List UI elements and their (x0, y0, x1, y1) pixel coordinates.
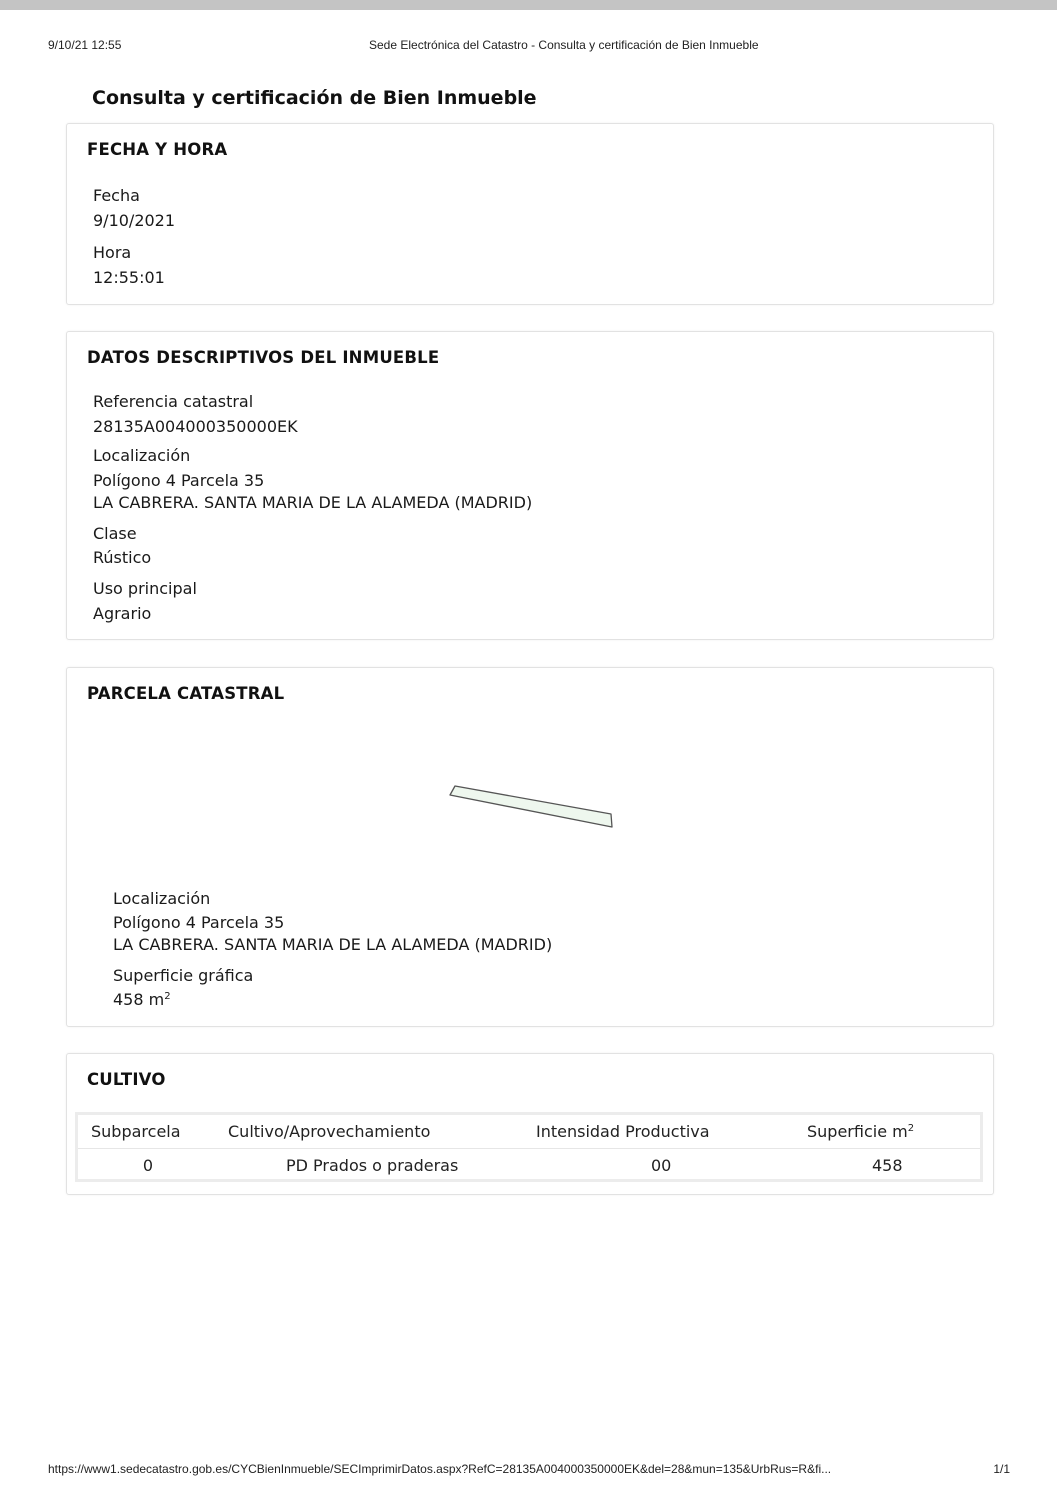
fecha-value: 9/10/2021 (93, 211, 176, 230)
parcela-localizacion-line1: Polígono 4 Parcela 35 (113, 913, 285, 932)
cell-subparcela: 0 (142, 1155, 154, 1175)
cell-superficie: 458 (872, 1155, 903, 1175)
cultivo-header-row (78, 1115, 980, 1149)
parcela-localizacion-line2: LA CABRERA. SANTA MARIA DE LA ALAMEDA (MADRID) (113, 935, 553, 954)
superficie-label: Superficie gráfica (113, 966, 254, 985)
window-title: Sede Electrónica del Catastro - Consulta y certificación de Bien Inmueble (369, 38, 759, 52)
superficie-number: 458 m (113, 990, 165, 1009)
cultivo-panel (66, 1053, 994, 1195)
print-footer (48, 1462, 1010, 1478)
cultivo-table-wrapper (75, 1112, 983, 1182)
uso-value: Agrario (93, 604, 152, 623)
superficie-exponent: 2 (164, 991, 171, 1002)
datos-descriptivos-panel (66, 331, 994, 640)
cultivo-heading: CULTIVO (87, 1070, 166, 1089)
fecha-field (93, 185, 175, 232)
top-bar (0, 0, 1057, 10)
datos-heading: DATOS DESCRIPTIVOS DEL INMUEBLE (87, 348, 440, 367)
localizacion-field (93, 445, 532, 514)
superficie-field (113, 965, 253, 1011)
cultivo-table (78, 1115, 980, 1181)
referencia-value: 28135A004000350000EK (93, 417, 298, 436)
parcela-localizacion-field (113, 888, 552, 956)
col-intensidad: Intensidad Productiva (536, 1115, 807, 1149)
fecha-hora-panel (66, 123, 994, 305)
clase-field (93, 523, 151, 569)
col-superficie-exponent: 2 (907, 1123, 915, 1134)
cell-intensidad: 00 (651, 1155, 672, 1175)
col-superficie-label: Superficie m (807, 1122, 908, 1141)
parcel-shape (450, 786, 612, 827)
parcela-localizacion-label: Localización (113, 889, 211, 908)
uso-label: Uso principal (93, 579, 197, 598)
page-number: 1/1 (993, 1462, 1010, 1476)
col-subparcela: Subparcela (78, 1115, 228, 1149)
hora-label: Hora (93, 243, 132, 262)
clase-value: Rústico (93, 548, 152, 567)
localizacion-line1: Polígono 4 Parcela 35 (93, 471, 265, 490)
clase-label: Clase (93, 524, 137, 543)
referencia-field (93, 391, 298, 438)
parcela-catastral-panel (66, 667, 994, 1027)
hora-value: 12:55:01 (93, 268, 165, 287)
localizacion-label: Localización (93, 446, 191, 465)
col-superficie (807, 1115, 980, 1149)
parcel-map (447, 773, 617, 833)
print-header (48, 38, 1008, 54)
uso-field (93, 578, 197, 625)
table-row (78, 1149, 980, 1182)
parcela-heading: PARCELA CATASTRAL (87, 684, 285, 703)
referencia-label: Referencia catastral (93, 392, 254, 411)
superficie-value (113, 989, 253, 1011)
cell-cultivo: PD Prados o praderas (286, 1155, 459, 1175)
print-datetime: 9/10/21 12:55 (48, 38, 122, 52)
footer-url: https://www1.sedecatastro.gob.es/CYCBienInmueble/SECImprimirDatos.aspx?RefC=28135A004000350000EK&del=28&mun=135&UrbRus=R&fi... (48, 1462, 832, 1476)
hora-field (93, 242, 165, 289)
col-cultivo: Cultivo/Aprovechamiento (228, 1115, 536, 1149)
fecha-label: Fecha (93, 186, 140, 205)
page-title: Consulta y certificación de Bien Inmueble (92, 87, 537, 109)
localizacion-line2: LA CABRERA. SANTA MARIA DE LA ALAMEDA (MADRID) (93, 493, 533, 512)
fecha-hora-heading: FECHA Y HORA (87, 140, 228, 159)
